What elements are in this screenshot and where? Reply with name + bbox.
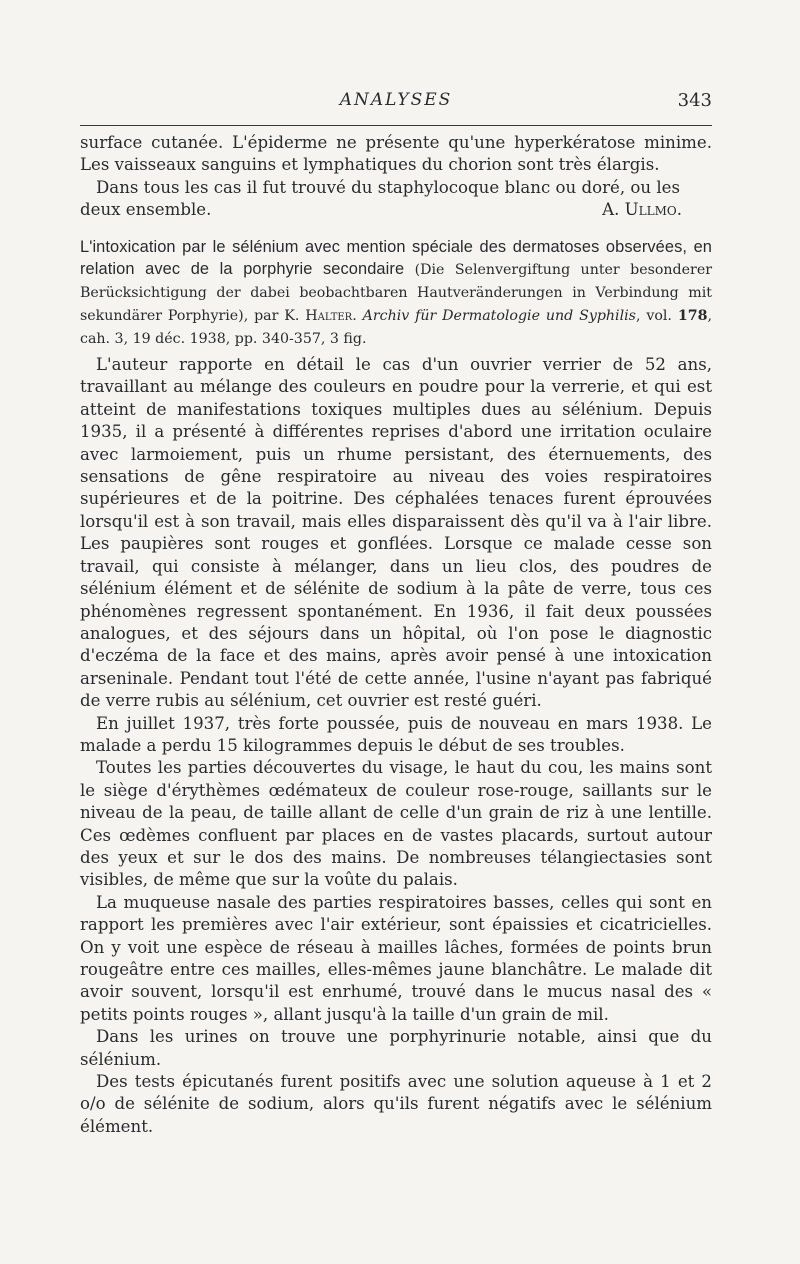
article-title-line1: L'intoxication par le sélénium avec mention spéciale des dermatoses bbox=[80, 237, 600, 256]
article-paragraph: Dans les urines on trouve une porphyrinurie notable, ainsi que du sélénium. bbox=[80, 1027, 712, 1069]
running-title: ANALYSES bbox=[339, 90, 453, 110]
article-paragraph: La muqueuse nasale des parties respiratoires basses, celles qui sont en rapport les premières avec l'air extérieur, sont épaissies et cicatricielles. On y voit une espèce de réseau à mailles lâches, formées de points brun rougeâtre entre ces mailles, elles-mêmes jaune blanchâtre. Le malade dit avoir souvent, lorsqu'il est enrhumé, trouvé dans le mucus nasal des « petits points rouges », allant jusqu'à la taille d'un grain de mil. bbox=[80, 892, 712, 1024]
german-title: (Die Selenvergiftung unter besonderer Berücksichtigung der dabei beobachtbaren Hautveränderungen in Verbindung mit sekundärer Porphyrie), par bbox=[80, 262, 712, 325]
article-paragraph: En juillet 1937, très forte poussée, puis de nouveau en mars 1938. Le malade a perdu 15 kilogrammes depuis le début de ses troubles. bbox=[80, 713, 712, 755]
header-rule bbox=[80, 125, 712, 126]
prev-article-paragraph: Dans tous les cas il fut trouvé du staphylocoque blanc ou doré, ou les bbox=[96, 177, 680, 197]
prev-article-signature-line bbox=[80, 199, 712, 221]
prev-article-author bbox=[602, 199, 712, 221]
page-header bbox=[80, 86, 712, 116]
article-heading bbox=[80, 236, 712, 350]
prev-article-last-line: deux ensemble. bbox=[80, 200, 212, 220]
prev-article-paragraph: surface cutanée. L'épiderme ne présente qu'une hyperkératose minime. Les vaisseaux sanguins et lymphatiques du chorion sont très élargis. bbox=[80, 133, 712, 175]
article-paragraph: L'auteur rapporte en détail le cas d'un ouvrier verrier de 52 ans, travaillant au mélange des couleurs en poudre pour la verrerie, et qui est atteint de manifestations toxiques multiples dues au sélénium. Depuis 1935, il a présenté à différentes reprises d'abord une irritation oculaire avec larmoiement, puis un rhume persistant, des éternuements, des sensations de gêne respiratoire au niveau des voies respiratoires supérieures et de la poitrine. Des céphalées tenaces furent éprouvées lorsqu'il est à son travail, mais elles disparaissent dès qu'il va à l'air libre. Les paupières sont rouges et gonflées. Lorsque ce malade cesse son travail, qui consiste à mélanger, dans un lieu clos, des poudres de sélénium élément et de sélénite de sodium à la pâte de verre, tous ces phénomènes regressent spontanément. En 1936, il fait deux poussées analogues, et des séjours dans un hôpital, où l'on pose le diagnostic d'eczéma de la face et des mains, après avoir pensé à une intoxication arseninale. Pendant tout l'été de cette année, l'usine n'ayant pas fabriqué de verre rubis au sélénium, cet ouvrier est resté guéri. bbox=[80, 355, 712, 711]
article-paragraph: Toutes les parties découvertes du visage, le haut du cou, les mains sont le siège d'érythèmes œdémateux de couleur rose-rouge, saillants sur le niveau de la peau, de taille allant de celle d'un grain de riz à une lentille. Ces œdèmes confluent par places en de vastes placards, surtout autour des yeux et sur le dos des mains. De nombreuses télangiectasies sont visibles, de même que sur la voûte du palais. bbox=[80, 758, 712, 890]
body-text bbox=[80, 132, 712, 1138]
volume-number: 178 bbox=[677, 308, 708, 325]
author-initial: A. bbox=[602, 200, 625, 220]
volume-prefix: , vol. bbox=[635, 308, 678, 325]
article-author: K. Halter bbox=[284, 308, 353, 325]
article-title-line2: observées, en relation avec de la porphyrie secondaire bbox=[80, 237, 713, 279]
citation-details: , cah. 3, 19 déc. 1938, pp. 340-357, 3 fig. bbox=[80, 308, 712, 348]
page-number: 343 bbox=[677, 90, 712, 111]
journal-separator: . bbox=[352, 308, 363, 325]
author-name: Ullmo. bbox=[624, 200, 682, 220]
article-paragraph: Des tests épicutanés furent positifs avec une solution aqueuse à 1 et 2 o/o de sélénite de sodium, alors qu'ils furent négatifs avec le sélénium élément. bbox=[80, 1072, 712, 1136]
journal-name: Archiv für Dermatologie und Syphilis bbox=[362, 308, 636, 325]
